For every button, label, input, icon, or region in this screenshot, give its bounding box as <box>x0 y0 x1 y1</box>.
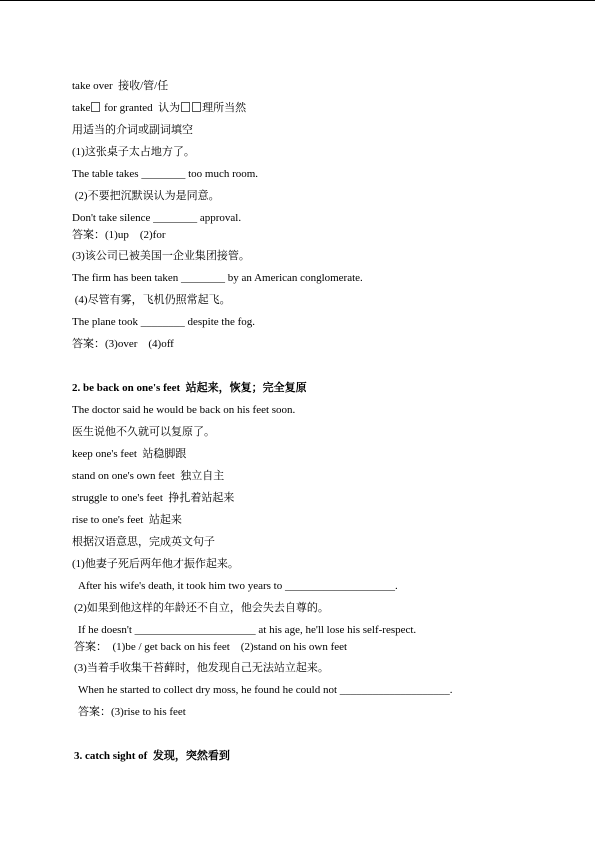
section-heading: 2. be back on one's feet 站起来，恢复；完全复原 <box>72 382 307 394</box>
answer-line: 答案：(3)rise to his feet <box>78 706 186 718</box>
exercise-sentence: When he started to collect dry moss, he found he could not ____________________. <box>78 684 453 696</box>
answer-line: 答案：(1)up (2)for <box>72 229 166 241</box>
text-segment: take <box>72 102 91 114</box>
phrase-take-for-granted <box>72 101 246 115</box>
phrase-item: struggle to one's feet 挣扎着站起来 <box>72 492 235 504</box>
exercise-sentence: If he doesn't ______________________ at his age, he'll lose his self-respect. <box>78 624 417 636</box>
answer-line: 答案： (1)be / get back on his feet (2)stand on his own feet <box>74 641 348 653</box>
missing-glyph-box <box>181 102 190 112</box>
text-segment: for granted 认为 <box>101 102 181 114</box>
phrase-take-over: take over 接收/管/任 <box>72 80 169 92</box>
exercise-item: (3)该公司已被美国一企业集团接管。 <box>72 250 250 262</box>
phrase-item: stand on one's own feet 独立自主 <box>72 470 225 482</box>
exercise-instruction: 用适当的介词或副词填空 <box>72 124 193 136</box>
phrase-item: keep one's feet 站稳脚跟 <box>72 448 187 460</box>
exercise-item: (1)他妻子死后两年他才振作起来。 <box>72 558 239 570</box>
exercise-item: (4)尽管有雾，飞机仍照常起飞。 <box>72 294 231 306</box>
exercise-sentence: The table takes ________ too much room. <box>72 168 259 180</box>
answer-line: 答案：(3)over (4)off <box>72 338 174 350</box>
exercise-item: (2)不要把沉默误认为是同意。 <box>72 190 220 202</box>
exercise-sentence: After his wife's death, it took him two years to ____________________. <box>78 580 398 592</box>
example-sentence: The doctor said he would be back on his feet soon. <box>72 404 296 416</box>
section-heading: 3. catch sight of 发现，突然看到 <box>74 750 230 762</box>
exercise-item: (3)当着手收集干苔藓时，他发现自己无法站立起来。 <box>74 662 329 674</box>
exercise-sentence: The firm has been taken ________ by an American conglomerate. <box>72 272 363 284</box>
missing-glyph-box <box>192 102 201 112</box>
page-top-border <box>0 0 595 1</box>
exercise-sentence: The plane took ________ despite the fog. <box>72 316 255 328</box>
example-translation: 医生说他不久就可以复原了。 <box>72 426 215 438</box>
exercise-sentence: Don't take silence ________ approval. <box>72 212 242 224</box>
text-segment: 理所当然 <box>202 102 247 114</box>
phrase-item: rise to one's feet 站起来 <box>72 514 182 526</box>
exercise-instruction: 根据汉语意思，完成英文句子 <box>72 536 215 548</box>
exercise-item: (1)这张桌子太占地方了。 <box>72 146 195 158</box>
missing-glyph-box <box>91 102 100 112</box>
exercise-item: (2)如果到他这样的年龄还不自立，他会失去自尊的。 <box>74 602 329 614</box>
